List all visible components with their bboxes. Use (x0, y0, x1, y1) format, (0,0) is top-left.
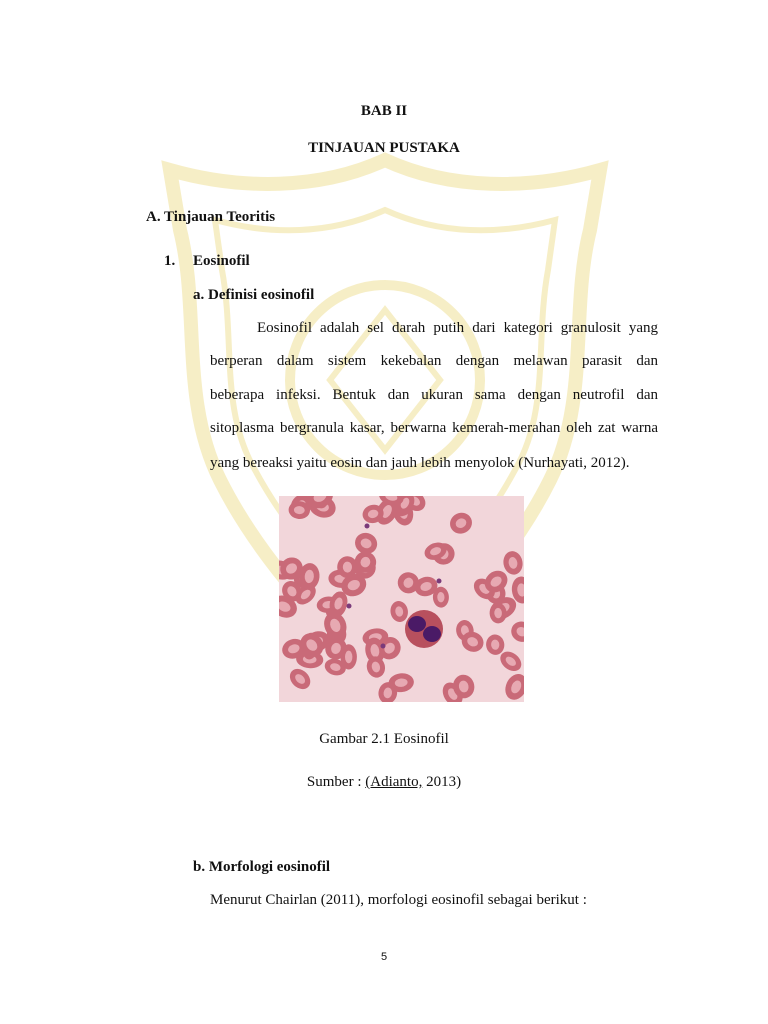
source-suffix: 2013) (422, 774, 462, 790)
eosinophil-microscope-image (279, 496, 524, 702)
eosinophil-cell (405, 610, 443, 648)
platelet (381, 644, 386, 649)
point-b-heading: b. Morfologi eosinofil (193, 859, 331, 875)
platelet (347, 604, 352, 609)
chapter-title: TINJAUAN PUSTAKA (308, 140, 460, 156)
source-citation-link[interactable]: (Adianto, (365, 774, 423, 790)
figure-caption: Gambar 2.1 Eosinofil (319, 731, 449, 747)
point-b-intro: Menurut Chairlan (2011), morfologi eosinofil sebagai berikut : (210, 892, 587, 908)
point-a-heading: a. Definisi eosinofil (193, 287, 315, 303)
paragraph-line: beberapa infeksi. Bentuk dan ukuran sama dengan neutrofil dan (210, 387, 658, 403)
chapter-number: BAB II (360, 103, 408, 119)
figure-source (0, 773, 768, 791)
subsection-title: Eosinofil (193, 253, 250, 269)
paragraph-line: berperan dalam sistem kekebalan dengan melawan parasit dan (210, 353, 658, 369)
blood-smear-picture (279, 496, 524, 702)
paragraph-line: sitoplasma bergranula kasar, berwarna kemerah-merahan oleh zat warna (210, 420, 658, 436)
paragraph-line: Eosinofil adalah sel darah putih dari kategori granulosit yang (257, 320, 658, 336)
platelet (365, 524, 370, 529)
page-number: 5 (380, 951, 388, 963)
platelet (437, 579, 442, 584)
source-prefix: Sumber : (306, 774, 366, 790)
section-heading-a: A. Tinjauan Teoritis (146, 209, 276, 225)
subsection-number: 1. (164, 253, 176, 269)
paragraph-line: yang bereaksi yaitu eosin dan jauh lebih menyolok (Nurhayati, 2012). (210, 455, 630, 471)
